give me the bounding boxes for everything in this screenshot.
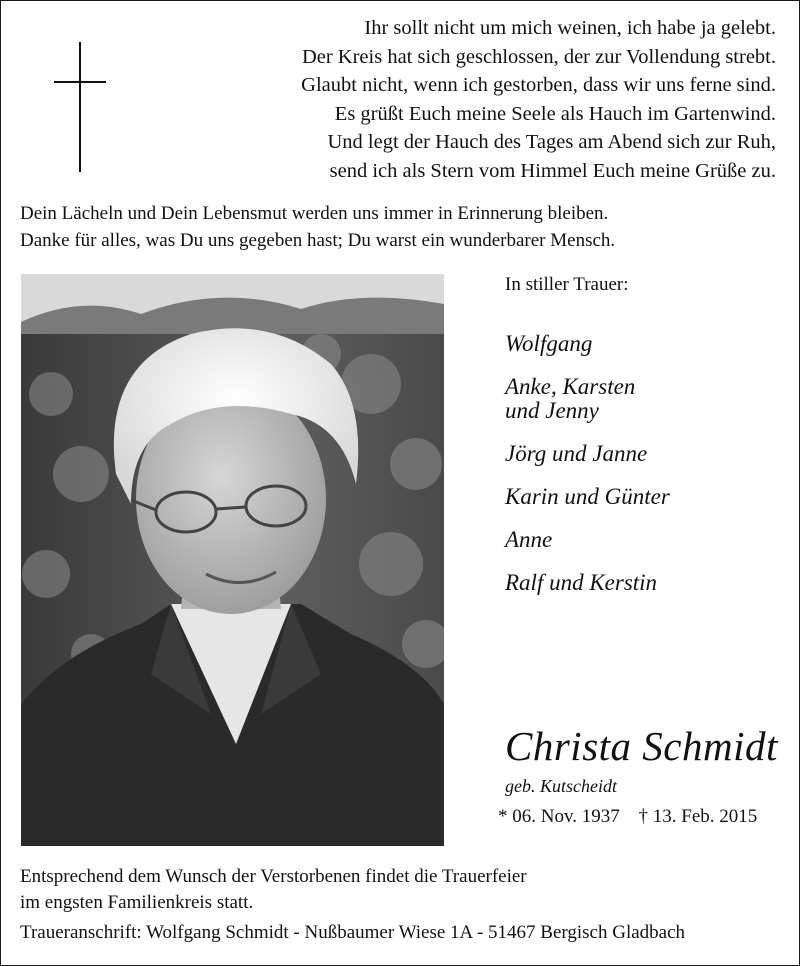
- mourner-name: Anne: [505, 527, 553, 552]
- mourner-name: und Jenny: [505, 398, 599, 423]
- mourner-name: Jörg und Janne: [505, 441, 648, 466]
- poem-line: Ihr sollt nicht um mich weinen, ich habe ja gelebt.: [364, 17, 776, 39]
- death-date: 13. Feb. 2015: [652, 806, 758, 827]
- mourners-list: [505, 332, 785, 614]
- poem-line: Der Kreis hat sich geschlossen, der zur Vollendung strebt.: [301, 45, 776, 68]
- funeral-line: Entsprechend dem Wunsch der Verstorbenen findet die Trauerfeier: [20, 866, 527, 887]
- portrait-photo: [21, 274, 444, 846]
- poem-line: Und legt der Hauch des Tages am Abend sich zur Ruh,: [327, 131, 776, 154]
- thanks-line: Danke für alles, was Du uns gegeben hast; Du warst ein wunderbarer Mensch.: [20, 229, 616, 251]
- mourner-name: Wolfgang: [505, 331, 593, 356]
- poem-line: Glaubt nicht, wenn ich gestorben, dass wir uns ferne sind.: [301, 74, 776, 97]
- birth-date: 06. Nov. 1937: [512, 806, 620, 827]
- poem-line: send ich als Stern vom Himmel Euch meine Grüße zu.: [329, 159, 776, 182]
- maiden-name: geb. Kutscheidt: [505, 776, 617, 796]
- thanks-text: [20, 201, 780, 254]
- thanks-line: Dein Lächeln und Dein Lebensmut werden uns immer in Erinnerung bleiben.: [20, 203, 609, 224]
- mourner-group: [505, 375, 785, 423]
- cross-icon: [54, 42, 106, 172]
- birth-symbol: *: [498, 806, 508, 827]
- poem-line: Es grüßt Euch meine Seele als Hauch im Gartenwind.: [334, 102, 776, 125]
- mourning-address: Traueranschrift: Wolfgang Schmidt - Nußbaumer Wiese 1A - 51467 Bergisch Gladbach: [20, 922, 686, 943]
- mourner-name: Karin und Günter: [505, 484, 670, 509]
- life-dates: [498, 806, 757, 828]
- funeral-line: im engsten Familienkreis statt.: [20, 891, 254, 913]
- deceased-name: Christa Schmidt: [505, 723, 778, 769]
- mourners-heading: In stiller Trauer:: [505, 274, 629, 295]
- funeral-text: [20, 864, 780, 915]
- death-symbol: †: [638, 806, 648, 827]
- poem: [136, 14, 776, 186]
- mourner-name: Ralf und Kerstin: [505, 570, 658, 595]
- mourner-name: Anke, Karsten: [505, 374, 636, 399]
